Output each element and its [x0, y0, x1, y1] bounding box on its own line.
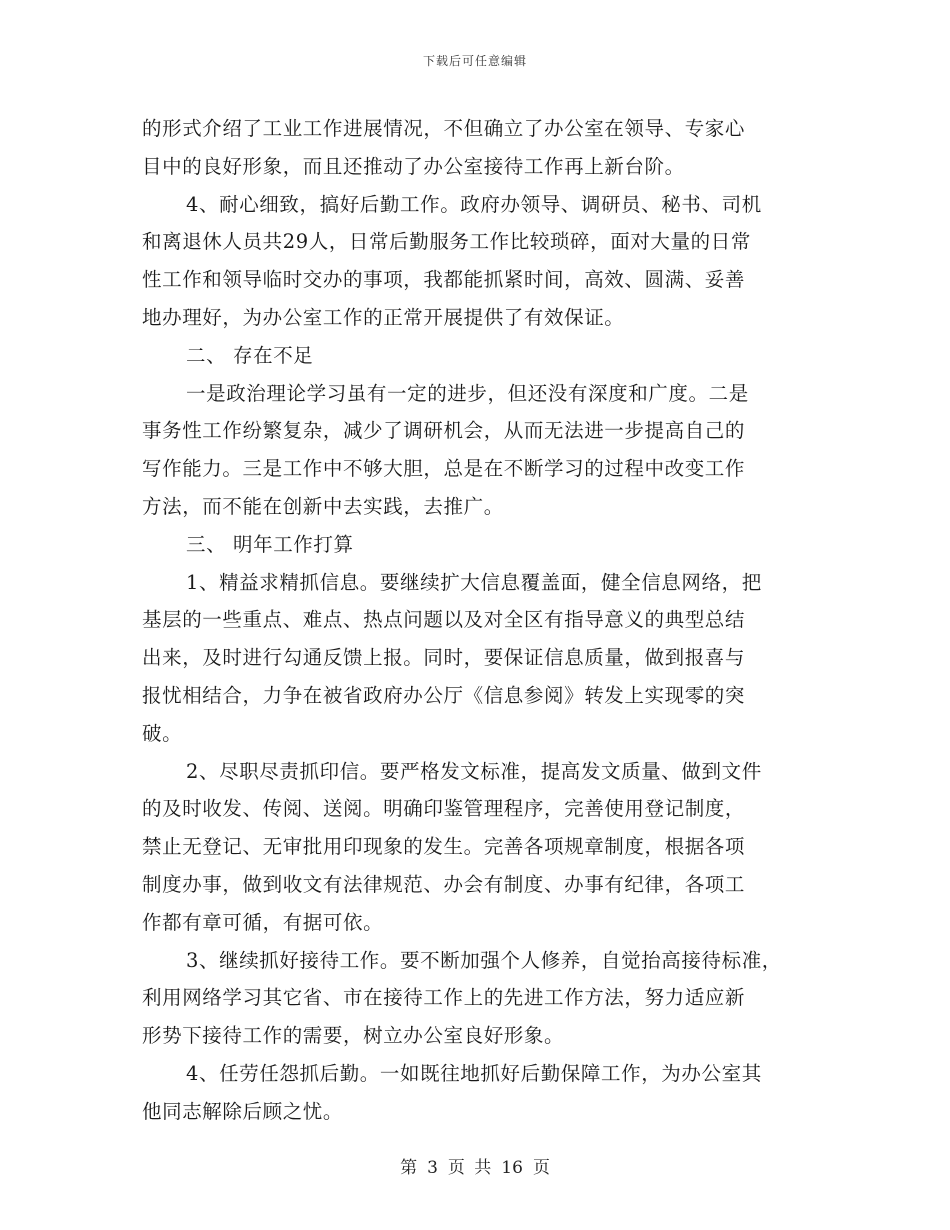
text-line: 地办理好，为办公室工作的正常开展提供了有效保证。 [142, 305, 625, 329]
text-line: 二、 存在不足 [186, 343, 314, 367]
text-line: 利用网络学习其它省、市在接待工作上的先进工作方法，努力适应新 [142, 986, 746, 1010]
text-line: 三、 明年工作打算 [186, 532, 354, 556]
text-line: 4、任劳任怨抓后勤。一如既往地抓好后勤保障工作，为办公室其 [186, 1061, 762, 1085]
text-line: 形势下接待工作的需要，树立办公室良好形象。 [142, 1024, 565, 1048]
text-line: 和离退休人员共29人，日常后勤服务工作比较琐碎，面对大量的日常 [142, 230, 751, 254]
text-line: 制度办事，做到收文有法律规范、办会有制度、办事有纪律，各项工 [142, 872, 746, 896]
text-line: 破。 [142, 721, 183, 745]
text-line: 方法，而不能在创新中去实践，去推广。 [142, 494, 504, 518]
text-line: 2、尽职尽责抓印信。要严格发文标准，提高发文质量、做到文件 [186, 759, 762, 783]
text-line: 1、精益求精抓信息。要继续扩大信息覆盖面，健全信息网络，把 [186, 570, 762, 594]
footer-middle: 页 共 [447, 1158, 492, 1178]
text-line: 作都有章可循，有据可依。 [142, 910, 384, 934]
footer-total-pages: 16 [501, 1158, 523, 1178]
text-line: 事务性工作纷繁复杂，减少了调研机会，从而无法进一步提高自己的 [142, 419, 746, 443]
text-line: 写作能力。三是工作中不够大胆，总是在不断学习的过程中改变工作 [142, 457, 746, 481]
text-line: 的形式介绍了工业工作进展情况，不但确立了办公室在领导、专家心 [142, 117, 746, 140]
text-line: 一是政治理论学习虽有一定的进步，但还没有深度和广度。二是 [186, 381, 749, 405]
text-line: 报忧相结合，力争在被省政府办公厅《信息参阅》转发上实现零的突 [142, 683, 746, 707]
footer-page-number: 3 [427, 1158, 438, 1178]
page-footer [0, 1153, 950, 1178]
footer-suffix: 页 [532, 1158, 550, 1178]
text-line: 他同志解除后顾之忧。 [142, 1099, 344, 1123]
text-line: 基层的一些重点、难点、热点问题以及对全区有指导意义的典型总结 [142, 608, 746, 632]
text-line: 4、耐心细致，搞好后勤工作。政府办领导、调研员、秘书、司机 [186, 192, 762, 216]
text-line: 3、继续抓好接待工作。要不断加强个人修养，自觉抬高接待标准， [186, 948, 782, 972]
document-body [142, 110, 822, 1131]
text-line: 的及时收发、传阅、送阅。明确印鉴管理程序，完善使用登记制度， [142, 797, 746, 821]
text-line: 目中的良好形象，而且还推动了办公室接待工作再上新台阶。 [142, 154, 685, 178]
page-header: 下载后可任意编辑 [422, 54, 527, 68]
text-line: 出来，及时进行勾通反馈上报。同时，要保证信息质量，做到报喜与 [142, 646, 746, 670]
text-line: 禁止无登记、无审批用印现象的发生。完善各项规章制度，根据各项 [142, 835, 746, 859]
text-line: 性工作和领导临时交办的事项，我都能抓紧时间，高效、圆满、妥善 [142, 268, 746, 292]
footer-prefix: 第 [400, 1158, 418, 1178]
